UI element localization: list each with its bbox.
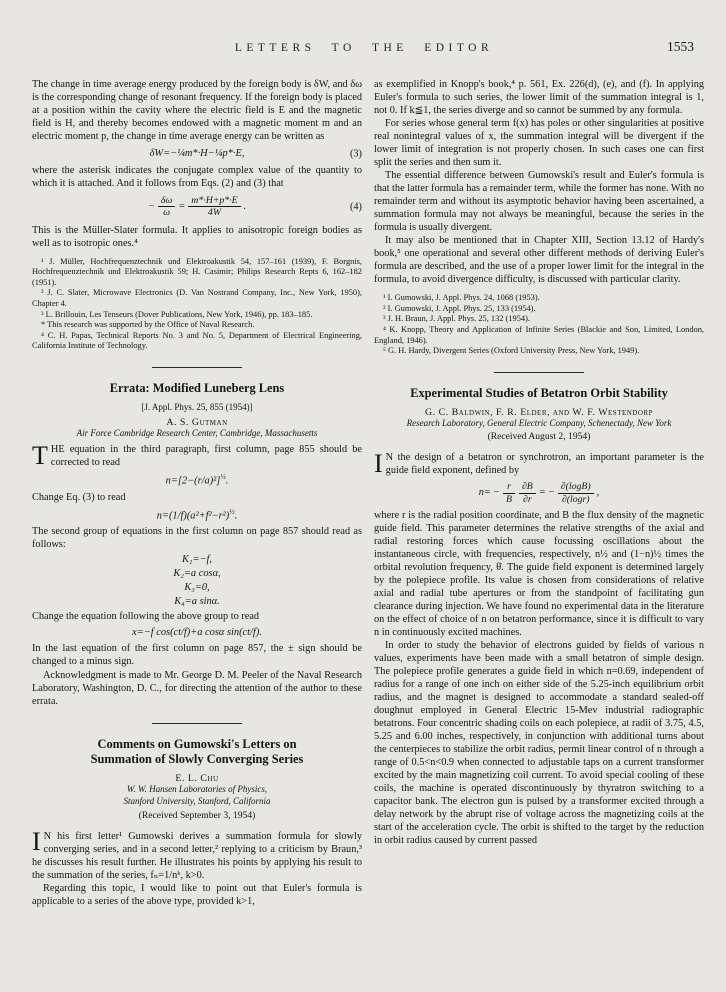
article1-paragraph-3: This is the Müller-Slater formula. It applies to anisotropic foreign bodies as well as to isotropic ones.⁴ — [32, 224, 362, 249]
betatron-paragraph-3: In order to study the behavior of electrons guided by fields of various n values, experiments have been made with a small betatron of simple design. The polepiece profile generates a guide field in which n=0.69, independent of radius for a range of one inch on either side of the 5.25-inch equilibrium orbit radius, and the magnet is designed to accommodate a standard sealed-off doughnut employed in General Electric 15-Mev industrial radiographic betatrons. Four concentric shading coils on each polepiece, at radii of 3.75, 4.5, 5.25 and 6.00 inches, respectively, in conjunction with additional turns about the centerpieces to stabilize the orbit radius, permit linear control of n through a range of 0.5<n<0.9 when connected to adjustable taps on a current transformer excited by the main magnetizing coil current. To avoid special cooling of these coils, the machine is operated discontinuously by thyratron switching to a capacitor bank. The electron gun is pulsed by a transformer excited through a delay network by the abrupt rise of voltage across the magnetizing coils at the start of the acceleration cycle. The orbit is shifted to the target by the reduction in orbit radius caused by current passed — [374, 640, 704, 847]
comments-continuation-paragraph-4: It may also be mentioned that in Chapter XIII, Section 13.12 of Hardy's book,⁵ one operational and several other different methods of deriving Euler's formula are described, and the use of a proper lower limit for the integral in the formula, to avoid divergence difficulty, is discussed with particular clarity. — [374, 235, 704, 286]
equation-minus: − — [547, 487, 555, 499]
betatron-equation — [374, 481, 704, 505]
comments-paragraph-1 — [32, 827, 362, 882]
footnote: ⁵ G. H. Hardy, Divergent Series (Oxford University Press, New York, 1949). — [383, 346, 640, 356]
errata-equation-x: x=−f cos(ct/f)+a cosα sin(ct/f). — [132, 627, 262, 639]
comments-paragraph-2: Regarding this topic, I would like to point out that Euler's formula is applicable to a series of the above type, provided k>1, — [32, 882, 362, 907]
comments-paragraph-1-text: N his first letter¹ Gumowski derives a summation formula for slowly converging series, and in a second letter,² replying to a criticism by Braun,³ he discusses his result further. He illustrates his points by applying his result to the summation of the series, fₙ=1/nᵏ, k>0. — [32, 830, 362, 881]
equation-4-number: (4) — [349, 201, 362, 213]
right-column — [374, 78, 704, 908]
equation-4-equals: = — [178, 201, 186, 213]
errata-title: Errata: Modified Luneberg Lens — [109, 380, 285, 395]
footnote: ¹ J. Müller, Hochfrequenztechnik und Elektroakustik 54, 157–161 (1939), F. Borgnis, Hochfrequenztechnik und Elektroakustik 59; H. Casimir; Philips Research Repts 6, 162–182 (1951). — [32, 256, 362, 287]
errata-paragraph-1-text: HE equation in the third paragraph, first column, page 855 should be corrected to read — [50, 444, 362, 469]
footnote: ⁴ C. H. Papas, Technical Reports No. 3 and No. 5, Department of Electrical Engineering, California Institute of Technology. — [32, 330, 362, 351]
page-header — [32, 39, 696, 62]
betatron-received-date: (Received August 2, 1954) — [487, 431, 591, 443]
errata-paragraph-3: The second group of equations in the first column on page 857 should read as follows: — [32, 526, 362, 551]
equation-fraction-2: $\frac{\partial B}{\partial r}$ — [519, 481, 536, 505]
article1-paragraph-2: where the asterisk indicates the conjugate complex value of the quantity to which it is attached. And it follows from Eqs. (2) and (3) that — [32, 165, 362, 190]
footnote: ² J. C. Slater, Microwave Electronics (D. Van Nostrand Company, Inc., New York, 1950), Chapter 4. — [32, 288, 362, 308]
comments-footnotes — [374, 293, 704, 356]
footnote: ² I. Gumowski, J. Appl. Phys. 25, 133 (1954). — [383, 303, 536, 313]
section-divider — [494, 372, 584, 373]
betatron-paragraph-1 — [374, 448, 704, 478]
errata-acknowledgment: Acknowledgment is made to Mr. George D. M. Peeler of the Naval Research Laboratory, Washington, D. C., for directing the attention of the author to these errata. — [32, 669, 362, 707]
betatron-paragraph-2: where r is the radial position coordinate, and B the flux density of the magnetic guide field. This parameter determines the relative strengths of the axial and radial restoring forces which cause focussing oscillations about the instantaneous circle, with frequencies, respectively, n½ and (1−n)½ times the orbital revolution frequency, θ̇. The guide field exponent is determined largely by the polepiece profile. Its value is chosen from considerations of relative axial and radial tube apertures or from the standpoint of facilitating gun clearance during injection. We have found no experimental data in the literature on the effect of choice of n on betatron performance, since it is difficult to vary n in continuously excited machines. — [374, 509, 704, 638]
comments-affiliation-1: W. W. Hansen Laboratories of Physics, — [126, 784, 268, 795]
exponent: ½ — [229, 507, 235, 516]
drop-cap: T — [32, 440, 48, 470]
drop-cap: I — [374, 448, 383, 478]
equation-equals: = — [538, 487, 546, 499]
footnote: * This research was supported by the Office of Naval Research. — [41, 320, 255, 330]
equation-4-fraction-1: $\frac{\delta\omega}{\omega}$ — [158, 195, 175, 219]
two-column-layout — [32, 78, 704, 908]
running-title: LETTERS TO THE EDITOR — [234, 42, 494, 54]
equation-4-minus: − — [147, 201, 155, 213]
equation-3-number: (3) — [349, 148, 362, 160]
equation-lhs: n= — [478, 487, 491, 499]
equation-4-fraction-2: $\frac{m*\cdot H+p*\cdot E}{4W}$ — [188, 195, 240, 219]
k-equation: K₁=−f, — [181, 554, 213, 566]
errata-journal-ref: [J. Appl. Phys. 25, 855 (1954)] — [141, 401, 253, 412]
section-divider — [152, 723, 242, 724]
comments-continuation-paragraph-2: For series whose general term f(x) has poles or other singularities at positive real nonintegral values of x, the summation integral will be divergent if the lower limit of integration is not properly chosen. In such cases one can first split the series and then sum it. — [374, 118, 704, 169]
equation-3-body: δW=−¼m*·H−¼p*·E, — [149, 148, 245, 160]
exponent: ½ — [220, 473, 226, 482]
k-equation: K₃=0, — [184, 582, 210, 594]
article1-paragraph-1: The change in time average energy produced by the foreign body is δW, and δω is the corresponding change of resonant frequency. If the foreign body is placed at a position within the cavity where the electric field is E and the magnetic field is H, and thereby becomes endowed with a magnetic moment m and an electric moment p, the change in time average energy can be written as — [32, 79, 362, 143]
comments-author: E. L. Chu — [175, 773, 219, 785]
equation-minus: − — [492, 487, 500, 499]
errata-k-equations — [32, 554, 362, 607]
betatron-authors: G. C. Baldwin, F. R. Elder, and W. F. Westendorp — [425, 406, 653, 418]
comments-affiliation-2: Stanford University, Stanford, California — [123, 795, 271, 806]
betatron-paragraph-1-text: N the design of a betatron or synchrotron, an important parameter is the guide field exponent, defined by — [385, 452, 704, 477]
comments-continuation-paragraph-1: as exemplified in Knopp's book,⁴ p. 561, Ex. 226(d), (e), and (f). In applying Euler's formula to such series, the lower limit of the summation integral is 1, not 0. If k≦1, the series diverge and so cannot be summed by any formula. — [374, 79, 704, 117]
footnote: ⁴ K. Knopp, Theory and Application of Infinite Series (Blackie and Son, Limited, London, England, 1946). — [374, 324, 704, 345]
errata-equation-1: $n=[2-(r/a)^2]^{\frac{1}{2}}$. — [165, 473, 229, 487]
footnote: ¹ I. Gumowski, J. Appl. Phys. 24, 1068 (1953). — [383, 293, 540, 303]
errata-equation-2: $n=(1/f)(a^2+f^2-r^2)^{\frac{1}{2}}$. — [156, 507, 238, 522]
drop-cap: I — [32, 827, 41, 857]
equation-fraction-1: $\frac{r}{B}$ — [503, 481, 515, 505]
betatron-title: Experimental Studies of Betatron Orbit Stability — [410, 385, 668, 400]
comments-received-date: (Received September 3, 1954) — [138, 809, 256, 821]
section-divider — [152, 367, 242, 368]
page-number: 1553 — [667, 39, 694, 54]
footnote: ³ L. Brillouin, Les Tenseurs (Dover Publications, New York, 1946), pp. 183–185. — [41, 309, 313, 319]
betatron-affiliation: Research Laboratory, General Electric Company, Schenectady, New York — [406, 417, 672, 428]
equation-tail: , — [596, 487, 600, 499]
k-equation: K₂=a cosα, — [173, 568, 221, 580]
equation-fraction-3: $\frac{\partial(\log B)}{\partial(\log r)}$ — [558, 481, 594, 505]
equation-4-tail: . — [243, 201, 247, 213]
k-equation: K₄=a sinα. — [174, 596, 220, 608]
article1-footnotes — [32, 257, 362, 352]
left-column — [32, 78, 362, 908]
errata-paragraph-5: In the last equation of the first column on page 857, the ± sign should be changed to a minus sign. — [32, 643, 362, 668]
footnote: ³ J. H. Braun, J. Appl. Phys. 25, 132 (1954). — [383, 314, 530, 324]
errata-paragraph-4: Change the equation following the above group to read — [32, 611, 260, 623]
comments-continuation-paragraph-3: The essential difference between Gumowski's result and Euler's formula is that the latter formula has a remainder term, while the former has none. With no remainder term and without its asymptotic behavior having been ascertained, a summation formula may not always be meaningful, because the series in the formula is usually divergent. — [374, 170, 704, 234]
errata-affiliation: Air Force Cambridge Research Center, Cambridge, Massachusetts — [76, 427, 318, 438]
equation-4 — [32, 195, 362, 219]
errata-paragraph-2: Change Eq. (3) to read — [32, 491, 126, 503]
errata-author: A. S. Gutman — [166, 416, 228, 428]
comments-title: Comments on Gumowski's Letters on Summation of Slowly Converging Series — [90, 736, 304, 767]
errata-paragraph-1 — [32, 440, 362, 470]
equation-3 — [32, 148, 362, 159]
